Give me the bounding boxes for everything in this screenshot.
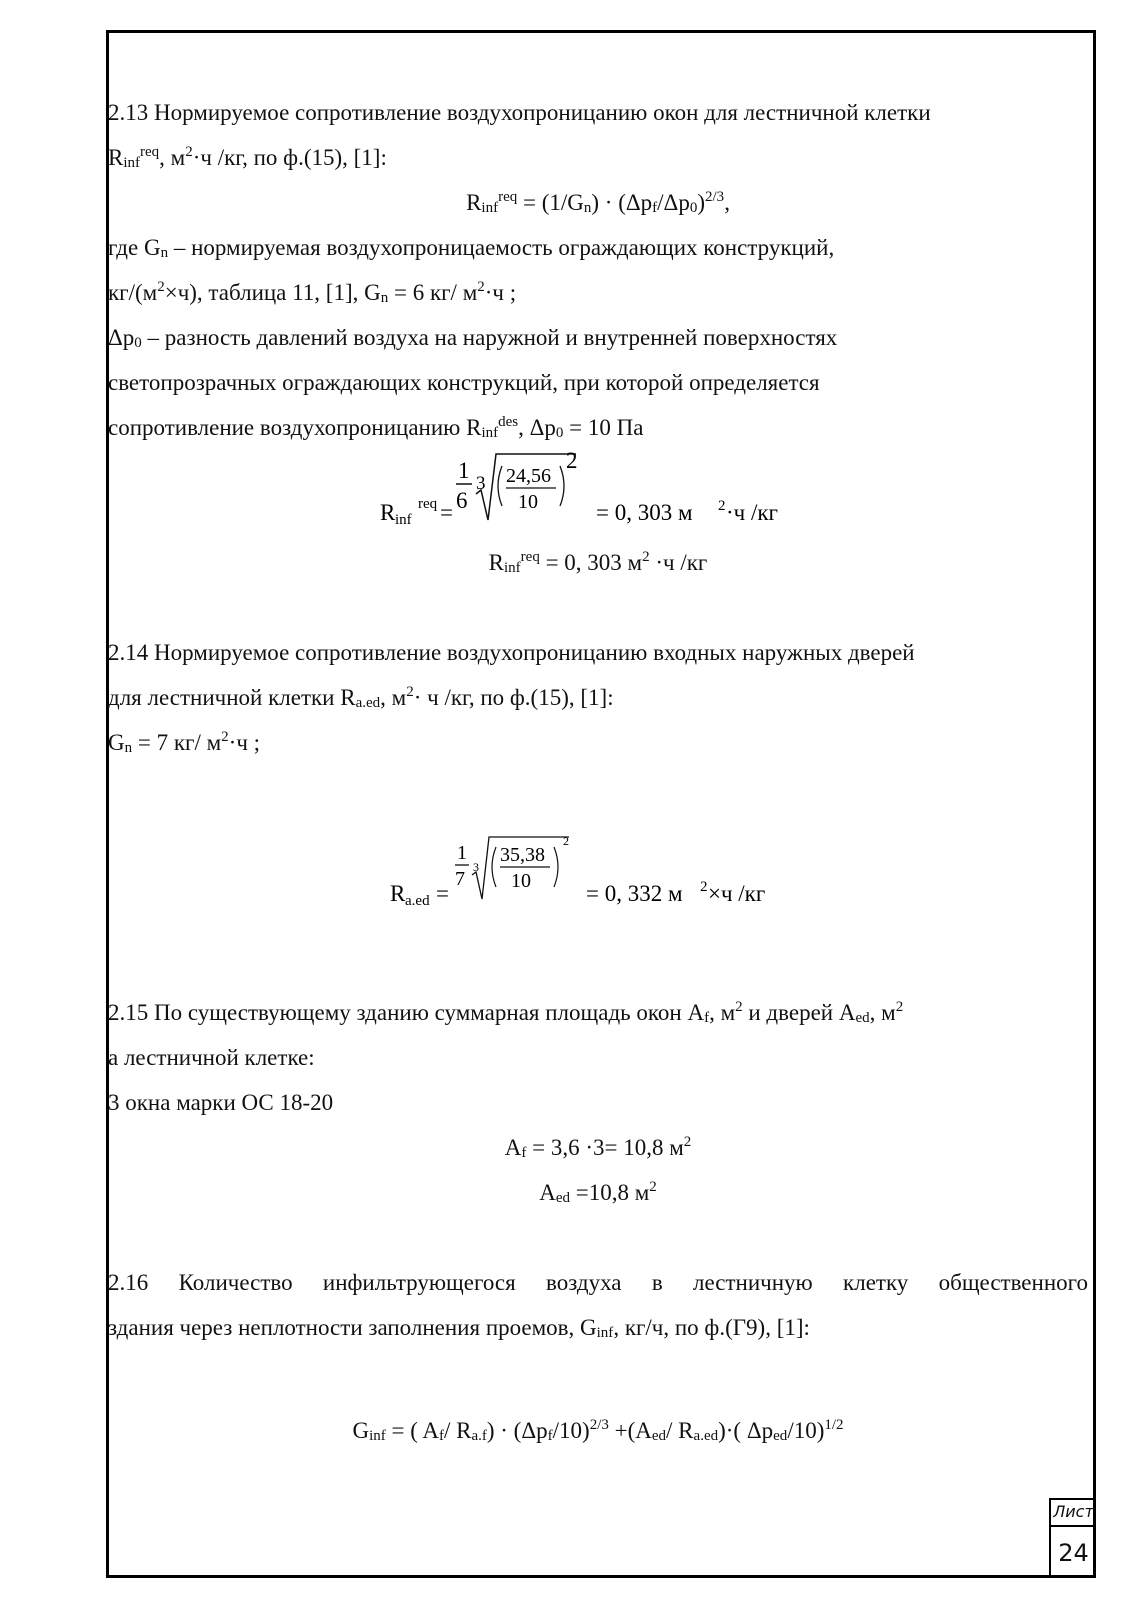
- s214-gn-value: $G_n = 7$ кг/ $м^2\cdot ч$ ;: [108, 729, 261, 756]
- s213-dp0-definition: $\Delta p_0$ – разность давлений воздуха на наружной и внутренней поверхностях: [108, 325, 838, 351]
- s213-calc-rhs-sup: 2: [718, 498, 726, 514]
- s214-heading: 2.14 Нормируемое сопротивление воздухопроницанию входных наружных дверей: [108, 640, 915, 665]
- s213-calc-lhs-sub: inf: [395, 512, 412, 528]
- s216-heading: 2.16 Количество инфильтрующегося воздуха в лестничную клетку общественного: [108, 1270, 1088, 1295]
- s214-calc-frac-den: 7: [455, 868, 465, 890]
- s214-calc-inner-den: 10: [511, 870, 531, 892]
- s215-heading: 2.15 По существующему зданию суммарная площадь окон $A_f$, $м^2$ и дверей $A_{ed}$, $м^2$: [108, 999, 904, 1026]
- s216-formula: $G_{inf}$ = ( $A_f/$ $R_{a.f}) \cdot (\Delta p_f/10)^{2/3} +(A_{ed}/$ $R_{a.ed})\cdot$( $\Delta p_{ed}/10)^{1/2}$: [352, 1417, 844, 1444]
- s214-calc-formula: [108, 765, 1088, 945]
- s215-formula-af: $A_f = 3,6 \cdot 3= 10,8$ $м^2$: [504, 1134, 692, 1161]
- s213-gn-definition: где $G_n$ – нормируемая воздухопроницаемость ограждающих конструкций,: [108, 235, 835, 261]
- s213-gn-value: $кг/(м^2\times ч)$, таблица 11, [1], $G_n = 6$ кг/ $м^2\cdot ч$ ;: [108, 279, 517, 306]
- s213-calc-frac-den: 6: [456, 488, 468, 513]
- s213-calc-lhs-sup: req: [418, 496, 438, 512]
- s213-calc-frac-num: 1: [458, 458, 470, 483]
- s214-units-line: для лестничной клетки $R_{a.ed}$, $м^2\cdot ч$ /кг, по ф.(15), [1]:: [108, 684, 614, 711]
- s214-calc-rhs-b: ×ч /кг: [708, 881, 766, 906]
- s214-calc-svg: [386, 829, 826, 919]
- s215-formula-aed: $A_{ed} =10,8$ $м^2$: [539, 1179, 657, 1206]
- s213-calc-svg: [376, 444, 816, 540]
- s213-calc-exp: 2: [566, 448, 578, 473]
- s213-calc-inner-den: 10: [518, 491, 538, 513]
- s214-calc-rhs-a: = 0, 332 м: [586, 881, 683, 906]
- s213-result: $R_{inf}^{req} = 0$, 303 $м^2 \cdot ч$ /кг: [488, 549, 708, 576]
- sheet-stamp: [1049, 1498, 1096, 1578]
- s214-calc-root-index: 3: [473, 860, 479, 874]
- s213-heading: 2.13 Нормируемое сопротивление воздухопроницанию окон для лестничной клетки: [108, 100, 931, 125]
- s213-calc-rhs-b: ·ч /кг: [726, 500, 778, 525]
- s215-line3: 3 окна марки ОС 18-20: [108, 1090, 334, 1115]
- s213-calc-lhs-r: R: [380, 500, 396, 525]
- s214-calc-inner-num: 35,38: [500, 844, 545, 866]
- s213-formula: $R_{inf}^{req} = (1/G_n) \cdot (\Delta p_f/\Delta p_0)^{2/3}$,: [466, 189, 730, 216]
- s213-units-line: $R_{inf}^{req}$, $м^2\cdot ч$ /кг, по ф.(15), [1]:: [108, 144, 387, 171]
- s213-calc-lhs-eq: =: [440, 500, 453, 525]
- s214-calc-lhs-eq: =: [436, 881, 449, 906]
- s213-line6: светопрозрачных ограждающих конструкций, при которой определяется: [108, 370, 820, 395]
- document-body: [108, 90, 1088, 1453]
- s213-line7: сопротивление воздухопроницанию $R_{inf}^{des}$, $\Delta p_0 = 10$ Па: [108, 414, 644, 441]
- s214-calc-frac-num: 1: [457, 842, 467, 864]
- s215-line2: а лестничной клетке:: [108, 1045, 315, 1070]
- s214-calc-lhs-r: R: [390, 881, 406, 906]
- s213-calc-root-index: 3: [476, 473, 486, 494]
- s213-calc-inner-num: 24,56: [506, 465, 551, 487]
- s214-calc-exp: 2: [563, 834, 569, 848]
- sheet-label: Лист: [1051, 1500, 1096, 1527]
- s213-calc-rhs-a: = 0, 303 м: [596, 500, 693, 525]
- s216-line2: здания через неплотности заполнения проемов, $G_{inf}$, кг/ч, по ф.(Г9), [1]:: [108, 1315, 810, 1341]
- s213-calc-formula: [108, 450, 1088, 540]
- s214-calc-rhs-sup: 2: [700, 879, 708, 895]
- sheet-number: 24: [1058, 1539, 1089, 1567]
- s214-calc-lhs-sub: a.ed: [405, 893, 430, 909]
